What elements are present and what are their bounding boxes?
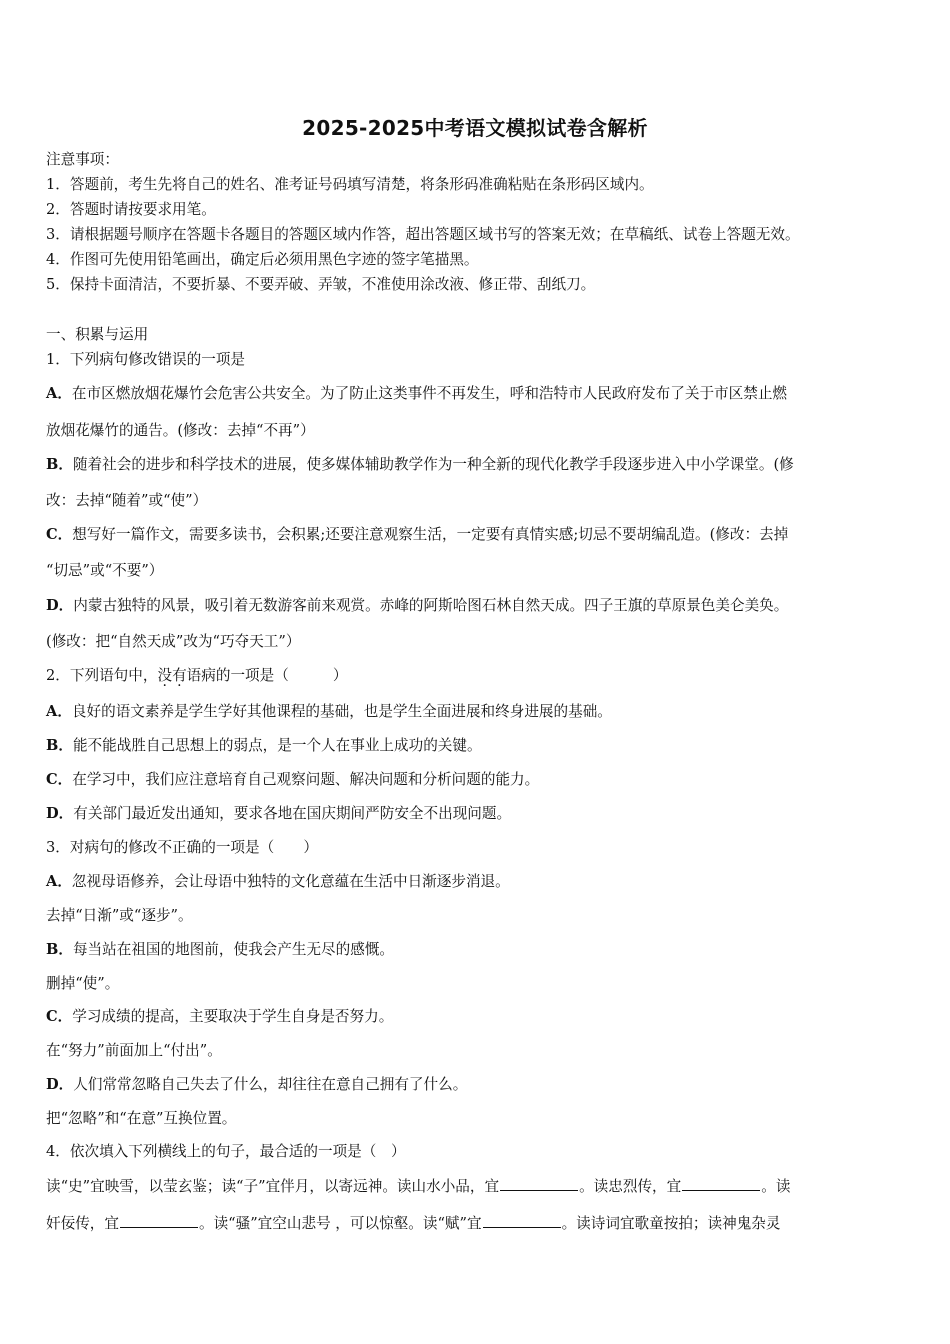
q4-text: 奸佞传，宜 <box>46 1215 119 1232</box>
section-heading: 一、积累与运用 <box>46 326 149 343</box>
q2-option-b <box>46 736 482 756</box>
fill-in-blank[interactable] <box>483 1213 561 1228</box>
q3-c-text: 学习成绩的提高，主要取决于学生自身是否努力。 <box>72 1008 394 1025</box>
q3-option-c-fix: 在“努力”前面加上“付出”。 <box>46 1042 222 1059</box>
q3-option-d <box>46 1075 467 1095</box>
q4-stem: 4．依次填入下列横线上的句子，最合适的一项是（ ） <box>46 1143 406 1160</box>
option-label: A． <box>46 873 72 890</box>
option-label: D． <box>46 597 74 614</box>
q3-option-b <box>46 940 394 960</box>
q1-option-c-cont: “切忌”或“不要”） <box>46 562 164 579</box>
option-label: B． <box>46 941 73 958</box>
q2-option-c <box>46 770 539 790</box>
q1-option-a-cont: 放烟花爆竹的通告。(修改：去掉“不再”） <box>46 422 315 439</box>
notice-item-1: 1．答题前，考生先将自己的姓名、准考证号码填写清楚，将条形码准确粘贴在条形码区域内。 <box>46 176 654 193</box>
q1-option-d-cont: (修改：把“自然天成”改为“巧夺天工”） <box>46 633 301 650</box>
q3-option-c <box>46 1007 393 1027</box>
q1-option-d <box>46 596 788 616</box>
q4-text: 。读“骚”宜空山悲号 ，可以惊壑。读“赋”宜 <box>198 1215 482 1232</box>
fill-in-blank[interactable] <box>682 1176 760 1191</box>
option-label: D． <box>46 1076 74 1093</box>
q1-stem: 1．下列病句修改错误的一项是 <box>46 351 246 368</box>
option-label: B． <box>46 737 73 754</box>
q2-stem-pre: 2．下列语句中， <box>46 667 158 684</box>
notice-heading: 注意事项： <box>46 151 119 168</box>
option-label: B． <box>46 456 73 473</box>
option-label: C． <box>46 526 73 543</box>
fill-in-blank[interactable] <box>500 1176 578 1191</box>
option-label: C． <box>46 1008 73 1025</box>
fill-in-blank[interactable] <box>120 1213 198 1228</box>
document-title: 2025-2025中考语文模拟试卷含解析 <box>302 116 648 140</box>
q3-option-b-fix: 删掉“使”。 <box>46 975 120 992</box>
q2-stem <box>46 666 347 686</box>
q4-line-2 <box>46 1213 780 1234</box>
q2-option-a <box>46 702 612 722</box>
q4-text: 。读诗词宜歌童按拍；读神鬼杂灵 <box>561 1215 781 1232</box>
q2-stem-close: ） <box>332 667 348 684</box>
notice-item-2: 2．答题时请按要求用笔。 <box>46 201 216 218</box>
q1-c-text: 想写好一篇作文，需要多读书，会积累;还要注意观察生活，一定要有真情实感;切忌不要胡编乱造。(修改：去掉 <box>72 526 789 543</box>
q4-line-1 <box>46 1176 790 1197</box>
notice-item-5: 5．保持卡面清洁，不要折暴、不要弄破、弄皱，不准使用涂改液、修正带、刮纸刀。 <box>46 276 596 293</box>
q1-option-a <box>46 384 787 404</box>
q2-stem-emphasis: 没 <box>157 667 173 684</box>
q1-d-text: 内蒙古独特的风景，吸引着无数游客前来观赏。赤峰的阿斯哈图石林自然天成。四子王旗的草原景色美仑美奂。 <box>73 597 789 614</box>
q1-option-c <box>46 525 788 545</box>
q4-text: 。读忠烈传，宜 <box>579 1178 682 1195</box>
option-label: A． <box>46 703 72 720</box>
q1-option-b-cont: 改：去掉“随着”或“使”） <box>46 492 208 509</box>
q1-b-text: 随着社会的进步和科学技术的进展，使多媒体辅助教学作为一种全新的现代化教学手段逐步进入中小学课堂。(修 <box>72 456 794 473</box>
q3-stem: 3．对病句的修改不正确的一项是（ ） <box>46 839 318 856</box>
q2-b-text: 能不能战胜自己思想上的弱点，是一个人在事业上成功的关键。 <box>72 737 482 754</box>
q2-stem-emphasis: 有 <box>172 667 187 684</box>
q3-option-d-fix: 把“忽略”和“在意”互换位置。 <box>46 1110 237 1127</box>
q1-option-b <box>46 455 794 475</box>
q2-d-text: 有关部门最近发出通知，要求各地在国庆期间严防安全不出现问题。 <box>73 805 512 822</box>
q2-a-text: 良好的语文素养是学生学好其他课程的基础，也是学生全面进展和终身进展的基础。 <box>71 703 612 720</box>
q3-d-text: 人们常常忽略自己失去了什么，却往往在意自己拥有了什么。 <box>73 1076 468 1093</box>
q3-b-text: 每当站在祖国的地图前，使我会产生无尽的感慨。 <box>72 941 395 958</box>
q3-option-a-fix: 去掉“日渐”或“逐步”。 <box>46 907 193 924</box>
notice-item-4: 4．作图可先使用铅笔画出，确定后必须用黑色字迹的签字笔描黑。 <box>46 251 479 268</box>
q2-option-d <box>46 804 511 824</box>
q1-a-text: 在市区燃放烟花爆竹会危害公共安全。为了防止这类事件不再发生，呼和浩特市人民政府发布了关于市区禁止燃 <box>71 385 788 402</box>
q3-option-a <box>46 872 510 892</box>
option-label: C． <box>46 771 73 788</box>
q3-a-text: 忽视母语修养，会让母语中独特的文化意蕴在生活中日渐逐步消退。 <box>71 873 510 890</box>
q4-text: 。读 <box>761 1178 791 1195</box>
option-label: D． <box>46 805 74 822</box>
q2-stem-post: 语病的一项是（ <box>186 667 289 684</box>
notice-item-3: 3．请根据题号顺序在答题卡各题目的答题区域内作答，超出答题区域书写的答案无效；在草稿纸、试卷上答题无效。 <box>46 226 800 243</box>
q2-c-text: 在学习中，我们应注意培育自己观察问题、解决问题和分析问题的能力。 <box>72 771 540 788</box>
option-label: A． <box>46 385 72 402</box>
q4-text: 读“史”宜映雪，以莹玄鉴；读“子”宜伴月，以寄远神。读山水小品，宜 <box>46 1178 500 1195</box>
